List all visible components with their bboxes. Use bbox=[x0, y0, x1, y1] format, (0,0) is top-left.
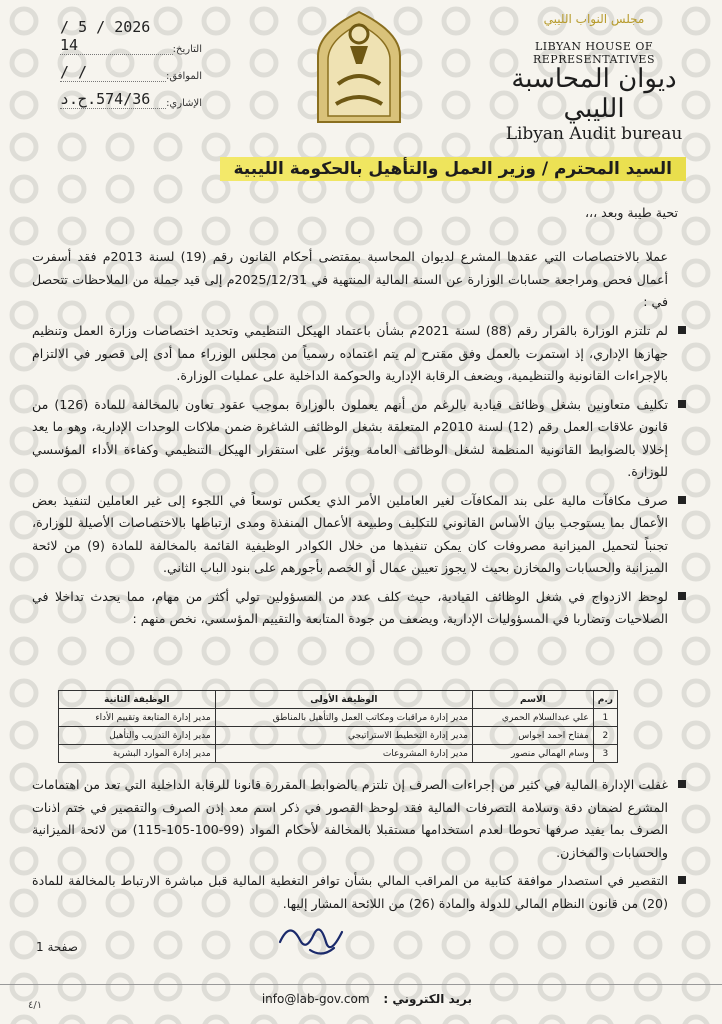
finding-item bbox=[32, 774, 686, 864]
column-header: ر.م bbox=[593, 691, 617, 709]
corner-mark: ٤/١ bbox=[28, 1000, 43, 1011]
table-cell: مدير إدارة التخطيط الاستراتيجي bbox=[215, 727, 472, 745]
signature bbox=[270, 912, 360, 962]
finding-text: صرف مكافآت مالية على بند المكافآت لغير العاملين الأمر الذي يعكس توسعاً في اللجوء إلى غير العاملين لتنفيذ بعض الأعمال بما يستوجب بيان الأساس القانوني للتكليف وطبيعة الأعمال المنفذة ومدى ارتباطها بالاختصاصات الأصيلة للوزارة، تجنباً لتحميل الميزانية مصروفات كان يمكن تنفيذها من خلال الكوادر الوظيفية القائمة بالمخالفة للمادة (9) من لائحة الميزانية والحسابات والمخازن بحيث لا يجوز تعيين عمال أو الخصم بأجورهم على بنود الباب الثاني. bbox=[32, 492, 668, 575]
table-cell: 3 bbox=[593, 745, 617, 763]
finding-text: تكليف متعاونين بشغل وظائف قيادية بالرغم من أنهم يعملون بالوزارة بموجب عقود تعاون بالمخالفة للمادة (126) من قانون علاقات العمل رقم (12) لسنة 2010م المتعلقة بشغل الوظائف الشاغرة ضمن ملاكات الوحدات الإدارية، وهو ما يعد إخلالا بالضوابط القانونية المنظمة لشغل الوظائف العامة ويؤثر على استقرار الهيكل التنظيمي وكفاءة الأداء المؤسسي للوزارة. bbox=[32, 396, 669, 479]
officials-table bbox=[58, 690, 618, 763]
table-cell: مفتاح احمد احواس bbox=[473, 727, 594, 745]
finding-text: غفلت الإدارة المالية في كثير من إجراءات الصرف إن تلتزم بالضوابط المقررة قانونا للرقابة الداخلية التي تعد من اهتمامات المشرع لضمان دقة وسلامة التصرفات المالية فقد لوحظ القصور في ذكر اسم معد إذن الصرف والتقصير في ختم اذنات الصرف بما يفيد صرفها تحوطا لعدم استخدامها مستقبلا بالمخالفة لأحكام المواد (99-100-105-115) من لائحة الميزانية والحسابات والمخازن. bbox=[32, 777, 668, 860]
table-cell: مدير إدارة الموارد البشرية bbox=[59, 745, 216, 763]
bullet-icon bbox=[678, 496, 686, 504]
bullet-icon bbox=[678, 876, 686, 884]
table-cell: مدير إدارة مراقبات ومكاتب العمل والتأهيل بالمناطق bbox=[215, 709, 472, 727]
table-cell: 1 bbox=[593, 709, 617, 727]
table-cell: 2 bbox=[593, 727, 617, 745]
finding-item bbox=[32, 870, 686, 915]
table-row bbox=[59, 709, 618, 727]
approval-label: الموافق: bbox=[165, 71, 202, 82]
column-header: الاسم bbox=[473, 691, 594, 709]
finding-text: لوحظ الازدواج في شغل الوظائف القيادية، حيث كلف عدد من المسؤولين تولي أكثر من مهام، مما يحدث تداخلا في الصلاحيات وتضاربا في المسؤوليات الإدارية، ويضعف من جودة المتابعة والتقييم المؤسسي، نخص منهم : bbox=[32, 588, 668, 626]
intro-paragraph bbox=[32, 240, 686, 314]
footer bbox=[262, 992, 472, 1006]
bullet-icon bbox=[678, 326, 686, 334]
bullet-icon bbox=[678, 780, 686, 788]
table-cell: مدير إدارة المشروعات bbox=[215, 745, 472, 763]
page-number: صفحة 1 bbox=[36, 940, 78, 954]
parliament-name-ar: مجلس النواب الليبي bbox=[543, 12, 645, 26]
finding-text: لم تلتزم الوزارة بالقرار رقم (88) لسنة 2021م بشأن باعتماد الهيكل التنظيمي وتحديد اختصاصات وزارة العمل وتنظيم جهازها الإداري، إذ استمرت بالعمل وفق مقترح لم يتم اعتماده رسمياً من مجلس الوزراء مما أدى إلى قصور في الالتزام بالإجراءات القانونية والتنظيمية، ويضعف الرقابة الإدارية والحوكمة الداخلية على عمليات الوزارة. bbox=[32, 323, 668, 383]
email-label: بريد الكتروني : bbox=[383, 992, 472, 1006]
brand-block bbox=[504, 12, 684, 144]
findings-list bbox=[32, 320, 686, 637]
finding-text: التقصير في استصدار موافقة كتابية من المراقب المالي بشأن توافر التغطية المالية قبل مباشرة الارتباط بالمخالفة للمادة (20) من قانون النظام المالي للدولة والمادة (26) من اللائحة المشار إليها. bbox=[32, 873, 668, 911]
table-cell: وسام الهمالي منصور bbox=[473, 745, 594, 763]
addressee-line: السيد المحترم / وزير العمل والتأهيل بالحكومة الليبية bbox=[220, 157, 687, 181]
email-address: info@lab-gov.com bbox=[261, 992, 370, 1006]
reference-label: الإشاري: bbox=[166, 98, 202, 109]
table-row bbox=[59, 745, 618, 763]
table-cell: مدير إدارة المتابعة وتقييم الأداء bbox=[59, 709, 216, 727]
finding-item bbox=[32, 586, 686, 631]
finding-item bbox=[32, 320, 686, 388]
table-row bbox=[59, 727, 618, 745]
intro-text: عملا بالاختصاصات التي عقدها المشرع لديوان المحاسبة بمقتضى أحكام القانون رقم (19) لسنة 2013م فقد أسفرت أعمال فحص ومراجعة حسابات الوزارة عن السنة المالية المنتهية في 2025/12/31م إلى قيد جملة من الملاحظات تتحصل في : bbox=[32, 249, 668, 309]
finding-item bbox=[32, 394, 686, 484]
column-header: الوظيفة الثانية bbox=[59, 691, 216, 709]
reference-value: 574/36.ح.د bbox=[60, 90, 166, 109]
date-label: التاريخ: bbox=[172, 44, 202, 55]
audit-bureau-emblem bbox=[298, 4, 420, 126]
table-cell: علي عبدالسلام الحمري bbox=[473, 709, 594, 727]
findings-list-continued bbox=[32, 774, 686, 921]
table-header-row bbox=[59, 691, 618, 709]
bureau-name-ar: ديوان المحاسبة الليبي bbox=[511, 64, 677, 124]
footer-divider bbox=[0, 984, 722, 985]
reference-block bbox=[52, 18, 202, 109]
approval-value: / / bbox=[60, 63, 166, 82]
table-cell: مدير إدارة التدريب والتأهيل bbox=[59, 727, 216, 745]
bullet-icon bbox=[678, 400, 686, 408]
bureau-name-en: Libyan Audit bureau bbox=[505, 124, 683, 144]
finding-item bbox=[32, 490, 686, 580]
bullet-icon bbox=[678, 592, 686, 600]
column-header: الوظيفة الأولى bbox=[215, 691, 472, 709]
date-value: 2026 / 5 / 14 bbox=[60, 18, 173, 55]
greeting: تحية طيبة وبعد ،،، bbox=[584, 205, 678, 220]
parliament-name-en: LIBYAN HOUSE OF REPRESENTATIVES bbox=[533, 40, 655, 66]
